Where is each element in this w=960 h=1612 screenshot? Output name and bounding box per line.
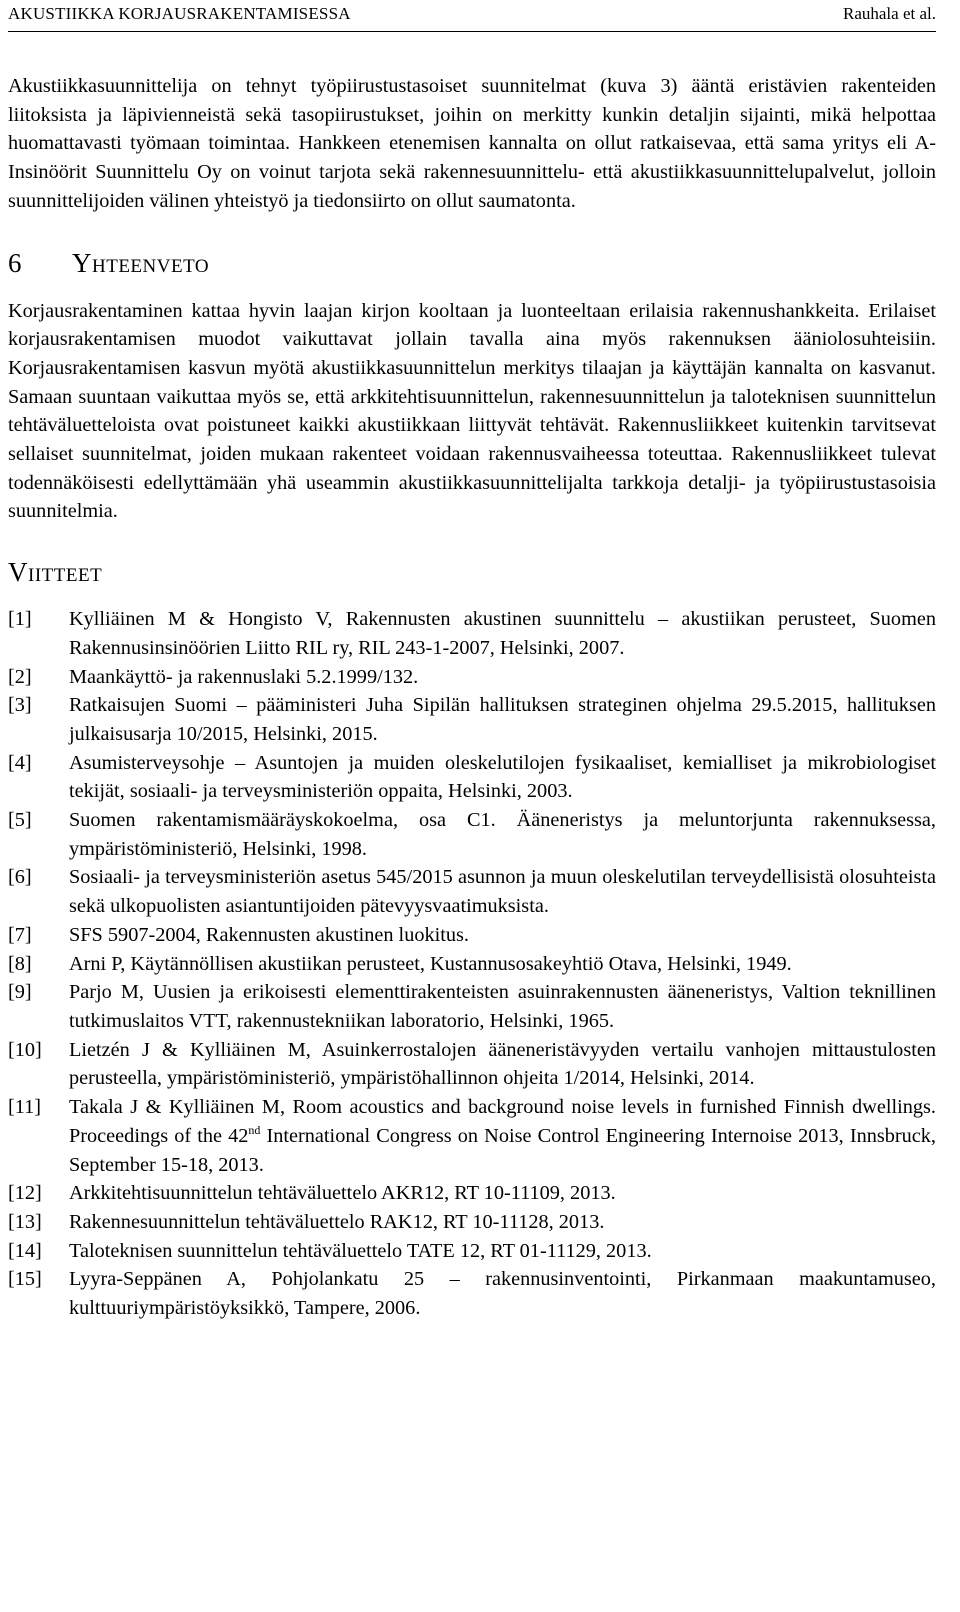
reference-text: Arni P, Käytännöllisen akustiikan perusteet, Kustannusosakeyhtiö Otava, Helsinki, 1949. <box>69 952 792 975</box>
reference-number: [13] <box>8 1210 42 1233</box>
reference-number: [11] <box>8 1096 42 1119</box>
reference-number: [8] <box>8 952 32 975</box>
reference-text: Kylliäinen M & Hongisto V, Rakennusten akustinen suunnittelu – akustiikan perusteet, Suomen Rakennusinsinöörien Liitto RIL ry, RIL 243-1-2007, Helsinki, 2007. <box>69 608 936 659</box>
reference-number: [1] <box>8 608 32 631</box>
reference-item <box>8 950 936 979</box>
reference-item <box>8 1237 936 1266</box>
reference-number: [3] <box>8 694 32 717</box>
reference-item <box>8 1093 936 1179</box>
reference-number: [9] <box>8 981 32 1004</box>
reference-number: [12] <box>8 1182 42 1205</box>
reference-text: Maankäyttö- ja rakennuslaki 5.2.1999/132. <box>69 665 419 688</box>
reference-item <box>8 663 936 692</box>
section-number: 6 <box>8 247 22 278</box>
references-heading: Viitteet <box>8 557 103 588</box>
reference-item <box>8 806 936 863</box>
reference-item <box>8 978 936 1035</box>
reference-text: Arkkitehtisuunnittelun tehtäväluettelo AKR12, RT 10-11109, 2013. <box>69 1182 616 1205</box>
reference-item <box>8 1036 936 1093</box>
reference-number: [4] <box>8 751 32 774</box>
running-header <box>8 0 936 32</box>
reference-number: [10] <box>8 1038 42 1061</box>
reference-text: Parjo M, Uusien ja erikoisesti elementtirakenteisten asuinrakennusten ääneneristys, Valtion teknillinen tutkimuslaitos VTT, rakennustekniikan laboratorio, Helsinki, 1965. <box>69 981 936 1032</box>
reference-item <box>8 1179 936 1208</box>
reference-number: [15] <box>8 1268 42 1291</box>
section-heading <box>8 243 936 283</box>
ordinal-superscript: nd <box>248 1123 261 1138</box>
reference-text: Lietzén J & Kylliäinen M, Asuinkerrostalojen ääneneristävyyden vertailu vanhojen mittaustulosten perusteella, ympäristöministeriö, ympäristöhallinnon ohjeita 1/2014, Helsinki, 2014. <box>69 1038 936 1090</box>
reference-number: [6] <box>8 866 32 889</box>
reference-text: Lyyra-Seppänen A, Pohjolankatu 25 – rakennusinventointi, Pirkanmaan maakuntamuseo, kulttuuriympäristöyksikkö, Tampere, 2006. <box>69 1268 936 1320</box>
reference-number: [14] <box>8 1239 42 1262</box>
header-title: AKUSTIIKKA KORJAUSRAKENTAMISESSA <box>8 4 351 23</box>
reference-text-part: International Congress on Noise Control Engineering Internoise 2013, Innsbruck, September 15-18, 2013. <box>69 1124 936 1176</box>
reference-text: Sosiaali- ja terveysministeriön asetus 545/2015 asunnon ja muun oleskelutilan terveydellisistä olosuhteista sekä ulkopuolisten asiantuntijoiden pätevyysvaatimuksista. <box>69 866 936 918</box>
reference-text <box>69 1093 936 1179</box>
reference-item <box>8 921 936 950</box>
reference-item <box>8 1208 936 1237</box>
reference-text: Rakennesuunnittelun tehtäväluettelo RAK12, RT 10-11128, 2013. <box>69 1210 605 1233</box>
reference-item <box>8 1265 936 1322</box>
reference-list <box>8 605 936 1323</box>
section-title: Yhteenveto <box>72 247 210 278</box>
reference-text-part: Takala J & Kylliäinen M, Room acoustics and background noise levels in furnished Finnish dwellings. Proceedings of the 42 <box>69 1096 936 1147</box>
header-authors: Rauhala et al. <box>843 4 936 23</box>
reference-number: [2] <box>8 665 32 688</box>
reference-text: Taloteknisen suunnittelun tehtäväluettelo TATE 12, RT 01-11129, 2013. <box>69 1239 652 1262</box>
reference-item <box>8 863 936 920</box>
reference-text: Suomen rakentamismääräyskokoelma, osa C1. Ääneneristys ja meluntorjunta rakennuksessa, ympäristöministeriö, Helsinki, 1998. <box>69 809 936 860</box>
reference-item <box>8 749 936 806</box>
body-paragraph: Akustiikkasuunnittelija on tehnyt työpiirustustasoiset suunnitelmat (kuva 3) ääntä eristävien rakenteiden liitoksista ja läpivienneistä sekä tasopiirustukset, joihin on merkitty kunkin detaljin sijainti, mikä helpottaa huomattavasti työmaan toimintaa. Hankkeen etenemisen kannalta on ollut ratkaisevaa, että sama yritys eli A-Insinöörit Suunnittelu Oy on voinut tarjota sekä rakennesuunnittelu- että akustiikkasuunnittelupalvelut, jolloin suunnittelijoiden välinen yhteistyö ja tiedonsiirto on ollut saumatonta. <box>8 75 936 212</box>
reference-number: [5] <box>8 809 32 832</box>
reference-text: Asumisterveysohje – Asuntojen ja muiden oleskelutilojen fysikaaliset, kemialliset ja mikrobiologiset tekijät, sosiaali- ja terveysministeriön oppaita, Helsinki, 2003. <box>69 751 936 803</box>
reference-item <box>8 605 936 662</box>
summary-paragraph: Korjausrakentaminen kattaa hyvin laajan kirjon kooltaan ja luonteeltaan erilaisia rakennushankkeita. Erilaiset korjausrakentamisen muodot vaikuttavat jollain tavalla aina myös rakennuksen ääniolosuhteisiin. Korjausrakentamisen kasvun myötä akustiikkasuunnittelun merkitys tilaajan ja käyttäjän kannalta on kasvanut. Samaan suuntaan vaikuttaa myös se, että arkkitehtisuunnittelun, rakennesuunnittelun ja taloteknisen suunnittelun tehtäväluetteloista ovat poistuneet kaikki akustiikkaan liittyvät tehtävät. Rakennusliikkeet kuitenkin tarvitsevat sellaiset suunnitelmat, joiden mukaan rakenteet voidaan rakennusvaiheessa toteuttaa. Rakennusliikkeet tulevat todennäköisesti edellyttämään yhä useammin akustiikkasuunnittelijalta tarkkoja detalji- ja työpiirustustasoisia suunnitelmia. <box>8 299 936 523</box>
reference-item <box>8 691 936 748</box>
reference-text: SFS 5907-2004, Rakennusten akustinen luokitus. <box>69 923 469 946</box>
document-page <box>8 0 936 1323</box>
reference-number: [7] <box>8 923 32 946</box>
reference-text: Ratkaisujen Suomi – pääministeri Juha Sipilän hallituksen strateginen ohjelma 29.5.2015, hallituksen julkaisusarja 10/2015, Helsinki, 2015. <box>69 694 936 745</box>
